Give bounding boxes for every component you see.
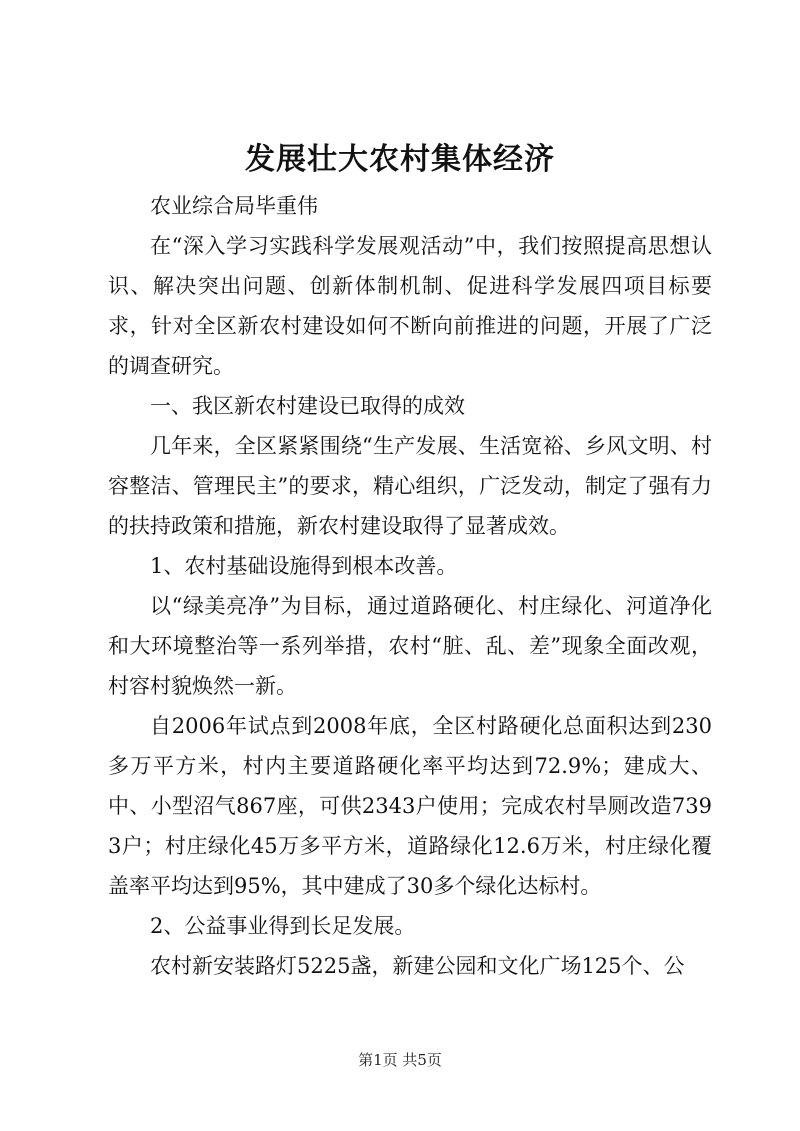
author-line: 农业综合局毕重伟 xyxy=(150,194,318,218)
document-title: 发展壮大农村集体经济 xyxy=(245,142,555,177)
paragraph-achievements: 几年来，全区紧紧围绕“生产发展、生活宽裕、乡风文明、村容整洁、管理民主”的要求，精心组织，广泛发动，制定了强有力的扶持政策和措施，新农村建设取得了显著成效。 xyxy=(108,434,712,538)
page-footer: 第1页 共5页 xyxy=(358,1051,442,1069)
subheading-public-welfare: 2、公益事业得到长足发展。 xyxy=(150,914,416,938)
paragraph-green-clean: 以“绿美亮净”为目标，通过道路硬化、村庄绿化、河道净化和大环境整治等一系列举措，农村“脏、乱、差”现象全面改观，村容村貌焕然一新。 xyxy=(108,594,712,698)
section-heading-1: 一、我区新农村建设已取得的成效 xyxy=(150,394,465,418)
paragraph-street-lights: 农村新安装路灯5225盏，新建公园和文化广场125个、公 xyxy=(150,954,685,978)
paragraph-statistics: 自2006年试点到2008年底，全区村路硬化总面积达到230多万平方米，村内主要道路硬化率平均达到72.9%；建成大、中、小型沼气867座，可供2343户使用；完成农村旱厕改造7393户；村庄绿化45万多平方米，道路绿化12.6万米，村庄绿化覆盖率平均达到95%，其中建成了30多个绿化达标村。 xyxy=(108,714,712,898)
document-body xyxy=(108,186,712,986)
paragraph-intro: 在“深入学习实践科学发展观活动”中，我们按照提高思想认识、解决突出问题、创新体制机制、促进科学发展四项目标要求，针对全区新农村建设如何不断向前推进的问题，开展了广泛的调查研究。 xyxy=(108,234,712,378)
subheading-infrastructure: 1、农村基础设施得到根本改善。 xyxy=(150,554,458,578)
